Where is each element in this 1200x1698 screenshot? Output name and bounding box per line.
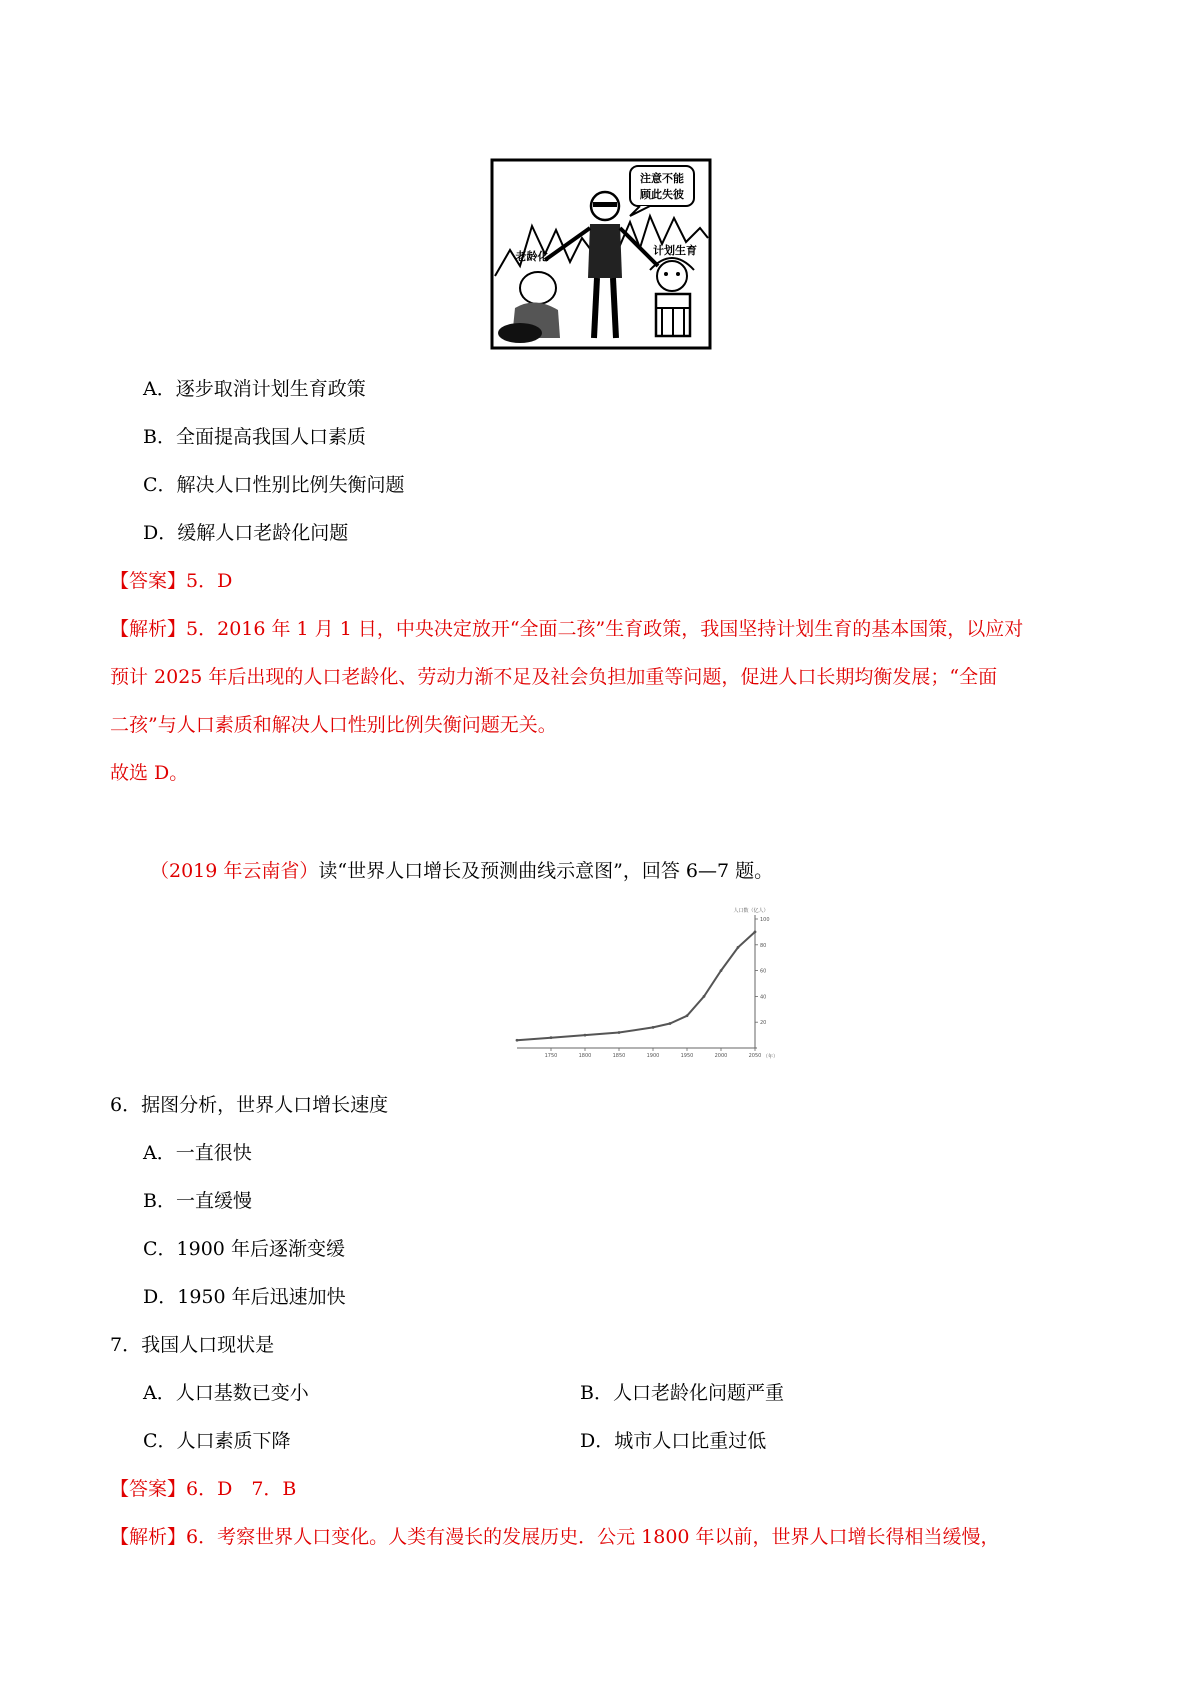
q7-option-b-text: 人口老龄化问题严重 <box>612 1382 784 1404</box>
population-point <box>703 995 706 998</box>
intro-text: 读“世界人口增长及预测曲线示意图”，回答 6—7 题。 <box>318 860 774 882</box>
x-tick-label: 2050 <box>748 1053 762 1059</box>
q6-option-d-label: D． <box>143 1286 178 1308</box>
population-series-line <box>517 932 755 1040</box>
q6-option-a-label: A． <box>143 1142 176 1164</box>
population-point <box>669 1022 672 1025</box>
q5-answer-label: 【答案】 <box>110 570 187 592</box>
q6-option-c-label: C． <box>143 1238 177 1260</box>
cartoon-label-left: 老龄化 <box>515 250 549 263</box>
q5-option-d-label: D． <box>143 522 178 544</box>
x-tick-label: 1950 <box>680 1053 694 1059</box>
q6-option-c-text: 1900 年后逐渐变缓 <box>176 1238 345 1260</box>
q6-option-d <box>143 1282 346 1309</box>
q5-analysis-line3: 二孩”与人口素质和解决人口性别比例失衡问题无关。 <box>110 714 557 736</box>
y-tick-label: 100 <box>760 917 770 923</box>
q7-option-d-text: 城市人口比重过低 <box>614 1430 767 1452</box>
y-tick-label: 80 <box>760 942 767 949</box>
analysis-6 <box>110 1522 1000 1549</box>
intro-6-7 <box>150 856 773 883</box>
y-tick-label: 40 <box>760 994 767 1001</box>
population-point <box>516 1039 519 1042</box>
cartoon-figure <box>490 158 712 350</box>
y-axis-label: 人口数（亿人） <box>733 908 769 914</box>
q5-conclusion: 故选 D。 <box>110 762 189 784</box>
population-chart-svg <box>505 905 779 1060</box>
cartoon-drawing <box>490 158 712 350</box>
x-tick-label: 1900 <box>646 1053 660 1059</box>
population-chart <box>505 905 779 1060</box>
q6-option-b-text: 一直缓慢 <box>175 1190 252 1212</box>
q5-option-c-text: 解决人口性别比例失衡问题 <box>176 474 405 496</box>
q5-option-b <box>143 422 366 449</box>
q5-option-c <box>143 470 405 497</box>
q5-answer <box>110 566 232 593</box>
q5-option-d-text: 缓解人口老龄化问题 <box>177 522 349 544</box>
cartoon-label-right: 计划生育 <box>653 244 697 257</box>
q7-option-d-label: D． <box>580 1430 615 1452</box>
answer-6-7-label: 【答案】 <box>110 1478 187 1500</box>
q5-option-d <box>143 518 348 545</box>
q7-option-a-label: A． <box>143 1382 176 1404</box>
q6-option-a <box>143 1138 252 1165</box>
population-point <box>550 1036 553 1039</box>
q5-analysis-line2: 预计 2025 年后出现的人口老龄化、劳动力渐不足及社会负担加重等问题，促进人口长期均衡发展；“全面 <box>110 666 998 688</box>
q5-option-b-label: B． <box>143 426 176 448</box>
answer-6-7-text: 6．D 7．B <box>186 1478 297 1500</box>
population-point <box>686 1014 689 1017</box>
q6-option-d-text: 1950 年后迅速加快 <box>177 1286 346 1308</box>
q7-option-c-text: 人口素质下降 <box>176 1430 291 1452</box>
q7-option-d <box>580 1426 766 1453</box>
q6-option-b <box>143 1186 252 1213</box>
x-axis-unit: （年） <box>763 1054 779 1060</box>
x-tick-label: 1850 <box>612 1053 626 1059</box>
q5-option-a-label: A． <box>143 378 176 400</box>
q5-option-b-text: 全面提高我国人口素质 <box>175 426 366 448</box>
q7-option-c-label: C． <box>143 1430 177 1452</box>
population-point <box>584 1034 587 1037</box>
x-tick-label: 1750 <box>544 1053 558 1059</box>
q5-answer-text: 5．D <box>186 570 233 592</box>
population-point <box>652 1026 655 1029</box>
population-point <box>618 1031 621 1034</box>
q5-option-c-label: C． <box>143 474 177 496</box>
q6-option-b-label: B． <box>143 1190 176 1212</box>
population-point <box>720 969 723 972</box>
q7-option-a-text: 人口基数已变小 <box>175 1382 309 1404</box>
q5-analysis-label: 【解析】 <box>110 618 187 640</box>
q7-option-c <box>143 1426 291 1453</box>
x-tick-label: 2000 <box>714 1053 728 1059</box>
q7-stem: 7．我国人口现状是 <box>110 1334 275 1356</box>
q5-option-a-text: 逐步取消计划生育政策 <box>175 378 366 400</box>
population-point <box>754 931 757 934</box>
population-point <box>737 946 740 949</box>
q7-option-b-label: B． <box>580 1382 613 1404</box>
analysis-6-label: 【解析】 <box>110 1526 187 1548</box>
intro-source: （2019 年云南省） <box>150 860 319 882</box>
q6-option-a-text: 一直很快 <box>175 1142 252 1164</box>
q6-option-c <box>143 1234 345 1261</box>
y-tick-label: 60 <box>760 968 767 975</box>
q7-option-a <box>143 1378 309 1405</box>
q5-analysis-text1: 5．2016 年 1 月 1 日，中央决定放开“全面二孩”生育政策，我国坚持计划生育的基本国策，以应对 <box>186 618 1024 640</box>
q5-analysis-line1 <box>110 614 1023 641</box>
x-tick-label: 1800 <box>578 1053 592 1059</box>
q5-option-a <box>143 374 366 401</box>
q6-stem: 6．据图分析，世界人口增长速度 <box>110 1094 389 1116</box>
cartoon-bubble-line1: 注意不能 <box>640 172 684 185</box>
q7-option-b <box>580 1378 784 1405</box>
y-tick-label: 20 <box>760 1020 767 1027</box>
analysis-6-text: 6．考察世界人口变化。人类有漫长的发展历史．公元 1800 年以前，世界人口增长得相当缓慢， <box>186 1526 1000 1548</box>
cartoon-bubble-line2: 顾此失彼 <box>640 188 684 201</box>
answer-6-7 <box>110 1474 296 1501</box>
